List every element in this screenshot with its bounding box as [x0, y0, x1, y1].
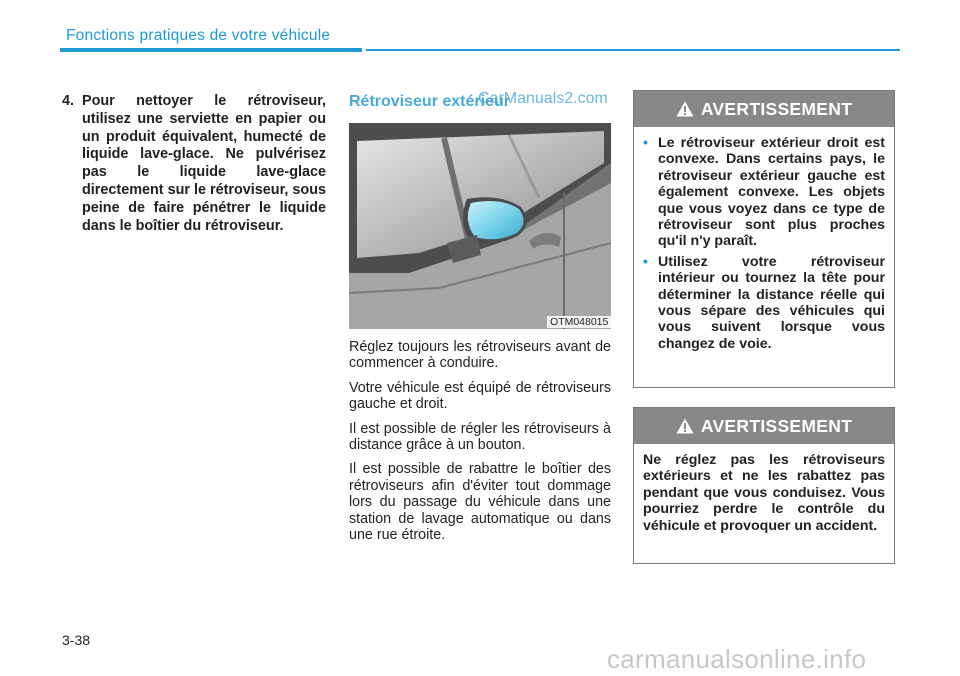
section-title: Rétroviseur extérieur — [349, 93, 510, 110]
warning-title: AVERTISSEMENT — [700, 98, 853, 119]
header-rule-thick — [60, 48, 362, 52]
image-reference-label: OTM048015 — [547, 316, 611, 328]
page-number: 3-38 — [62, 632, 91, 648]
warning-bullet: • Le rétroviseur extérieur droit est convexe. Dans certains pays, le rétroviseur extérieur gauche est également convexe. Les objets que vous voyez dans ce type de rétroviseur sont plus proches qu'il n'y paraît. — [643, 135, 885, 250]
warning-body — [634, 127, 894, 362]
warning-triangle-icon — [676, 101, 694, 117]
bullet-dot-icon: • — [643, 135, 648, 151]
warning-box-convex-mirror — [633, 90, 895, 388]
cleaning-instruction — [62, 93, 326, 235]
warning-triangle-icon — [676, 418, 694, 434]
chapter-title: Fonctions pratiques de votre véhicule — [66, 27, 331, 44]
mirror-description — [349, 339, 611, 551]
side-mirror-photo — [349, 123, 611, 329]
warning-bullet: • Utilisez votre rétroviseur intérieur ou tournez la tête pour déterminer la distance réelle qui vous sépare des véhicules qui vous suivent lorsque vous changez de voie. — [643, 253, 885, 352]
paragraph: Votre véhicule est équipé de rétroviseurs gauche et droit. — [349, 379, 611, 413]
paragraph: Il est possible de régler les rétroviseurs à distance grâce à un bouton. — [349, 420, 611, 454]
warning-title: AVERTISSEMENT — [700, 415, 853, 436]
bullet-dot-icon: • — [643, 253, 648, 270]
paragraph: Réglez toujours les rétroviseurs avant de commencer à conduire. — [349, 339, 611, 372]
footer-watermark: carmanualsonline.info — [607, 644, 867, 674]
car-mirror-illustration — [349, 123, 611, 329]
warning-header — [634, 91, 894, 127]
warning-body — [634, 444, 894, 540]
paragraph: Il est possible de rabattre le boîtier des rétroviseurs afin d'éviter tout dommage lors du passage du véhicule dans une station de lavage automatique ou dans une rue étroite. — [349, 461, 611, 544]
step-text: Pour nettoyer le rétroviseur, utilisez une serviette en papier ou un produit équivalent, humecté de liquide lave-glace. Ne pulvérisez pas le liquide lave-glace directement sur le rétroviseur, sous peine de faire pénétrer le liquide dans le boîtier du rétroviseur. — [82, 93, 326, 234]
step-number: 4. — [62, 93, 75, 109]
warning-text: Ne réglez pas les rétroviseurs extérieurs et ne les rabattez pas pendant que vous conduisez. Vous pourriez perdre le contrôle du véhicule et provoquer un accident. — [643, 452, 885, 534]
warning-header — [634, 408, 894, 444]
warning-box-driving — [633, 407, 895, 564]
header-rule-thin — [366, 49, 900, 51]
site-watermark: CarManuals2.com — [478, 90, 608, 107]
